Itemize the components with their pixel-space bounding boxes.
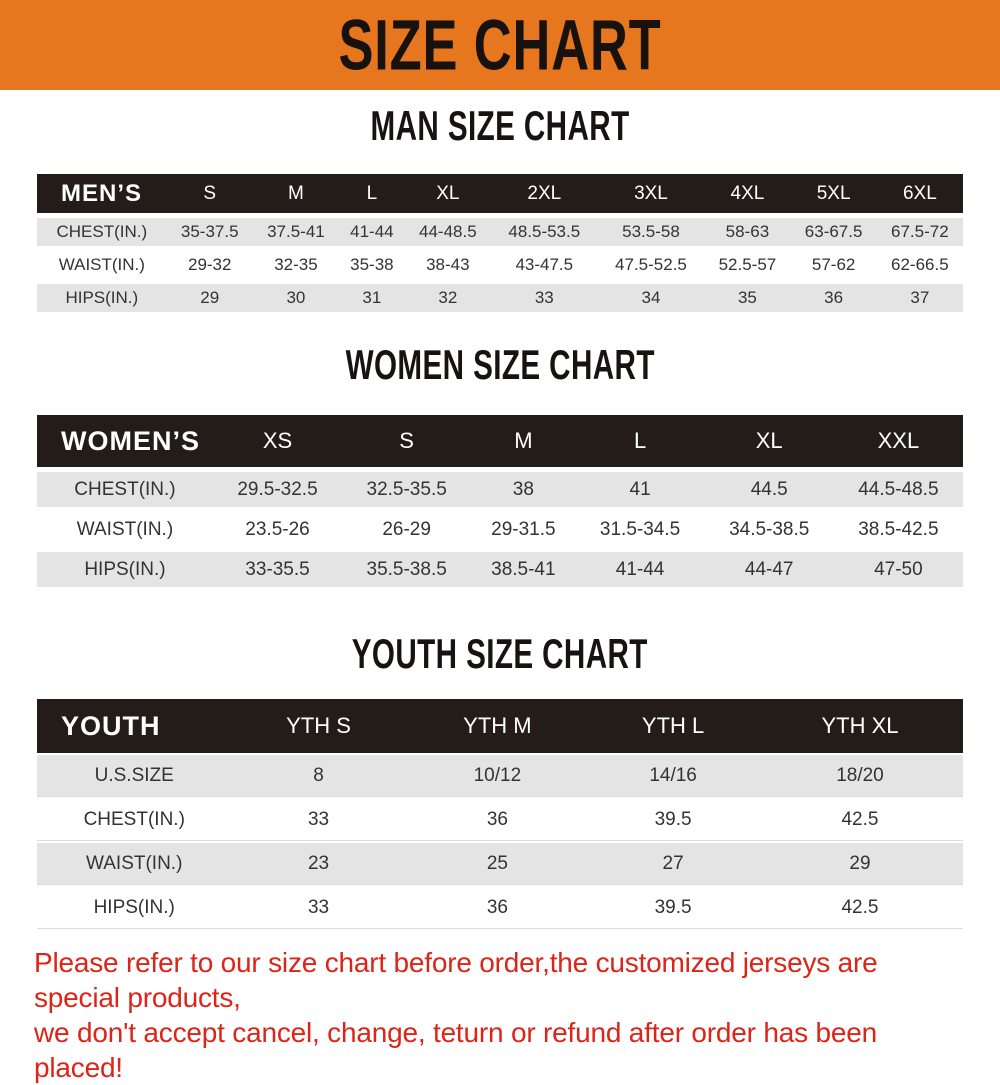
size-table-head xyxy=(37,415,963,467)
size-chart-section xyxy=(0,317,1000,592)
column-header: 4XL xyxy=(704,174,790,213)
row-label: CHEST(IN.) xyxy=(37,799,231,841)
size-table xyxy=(37,169,963,317)
size-cell: 35-38 xyxy=(350,255,394,274)
size-cell: 44.5-48.5 xyxy=(834,472,963,507)
size-cell: 44-47 xyxy=(705,552,834,587)
size-cell: 33-35.5 xyxy=(213,552,342,587)
size-cell: 26-29 xyxy=(382,518,431,540)
size-table-body xyxy=(37,755,963,929)
column-header: L xyxy=(576,415,705,467)
size-cell: 33 xyxy=(231,799,405,841)
size-cell: 32 xyxy=(405,284,491,312)
footer-line-2: we don't accept cancel, change, teturn or refund after order has been placed! xyxy=(34,1017,877,1083)
column-header: YTH S xyxy=(231,699,405,753)
table-row xyxy=(37,552,963,587)
size-cell: 25 xyxy=(406,843,590,885)
section-title: MAN SIZE CHART xyxy=(370,103,630,151)
size-cell: 43-47.5 xyxy=(515,255,574,274)
size-cell: 27 xyxy=(589,843,757,885)
size-cell: 36 xyxy=(406,799,590,841)
table-row xyxy=(37,843,963,885)
size-cell: 44-48.5 xyxy=(405,218,491,246)
size-cell: 34 xyxy=(598,284,705,312)
size-chart-sections xyxy=(0,90,1000,931)
header-row xyxy=(37,174,963,213)
size-cell: 36 xyxy=(406,887,590,929)
column-header: XXL xyxy=(834,415,963,467)
size-cell: 42.5 xyxy=(757,799,963,841)
table-row xyxy=(37,251,963,279)
size-cell: 33 xyxy=(231,887,405,929)
size-table-head xyxy=(37,699,963,753)
size-cell: 47.5-52.5 xyxy=(615,255,687,274)
size-cell: 32-35 xyxy=(274,255,318,274)
row-label: U.S.SIZE xyxy=(37,755,231,797)
section-title-wrap xyxy=(0,592,1000,697)
size-cell: 48.5-53.5 xyxy=(491,218,598,246)
column-header: 3XL xyxy=(598,174,705,213)
column-header: YTH M xyxy=(406,699,590,753)
row-label: HIPS(IN.) xyxy=(37,887,231,929)
size-cell: 35 xyxy=(704,284,790,312)
size-cell: 47-50 xyxy=(834,552,963,587)
column-header: XL xyxy=(705,415,834,467)
column-header: S xyxy=(167,174,253,213)
column-header: YTH XL xyxy=(757,699,963,753)
table-row xyxy=(37,512,963,547)
column-header: XS xyxy=(213,415,342,467)
size-cell: 63-67.5 xyxy=(791,218,877,246)
section-title: WOMEN SIZE CHART xyxy=(345,342,655,390)
size-table xyxy=(37,697,963,931)
size-cell: 32.5-35.5 xyxy=(342,472,471,507)
row-label: CHEST(IN.) xyxy=(37,218,167,246)
size-cell: 38.5-42.5 xyxy=(858,518,939,540)
size-chart-section xyxy=(0,90,1000,317)
table-row xyxy=(37,218,963,246)
row-label: WAIST(IN.) xyxy=(58,255,145,274)
size-cell: 18/20 xyxy=(757,755,963,797)
size-cell: 29-31.5 xyxy=(491,518,556,540)
size-cell: 38.5-41 xyxy=(471,552,575,587)
header-row xyxy=(37,415,963,467)
size-cell: 44.5 xyxy=(705,472,834,507)
size-cell: 57-62 xyxy=(811,255,856,274)
table-row xyxy=(37,887,963,929)
size-cell: 29-32 xyxy=(187,255,232,274)
table-row xyxy=(37,472,963,507)
column-header: 5XL xyxy=(791,174,877,213)
size-cell: 30 xyxy=(253,284,339,312)
size-cell: 34.5-38.5 xyxy=(729,518,810,540)
size-cell: 42.5 xyxy=(757,887,963,929)
footer-line-1: Please refer to our size chart before order,the customized jerseys are special products, xyxy=(34,947,878,1013)
column-header: S xyxy=(342,415,471,467)
size-cell: 8 xyxy=(231,755,405,797)
size-cell: 23.5-26 xyxy=(245,518,310,540)
banner xyxy=(0,0,1000,90)
size-cell: 39.5 xyxy=(589,887,757,929)
size-cell: 14/16 xyxy=(589,755,757,797)
size-cell: 31.5-34.5 xyxy=(599,518,681,540)
size-cell: 29 xyxy=(757,843,963,885)
size-cell: 53.5-58 xyxy=(598,218,705,246)
size-cell: 41 xyxy=(576,472,705,507)
column-header: M xyxy=(253,174,339,213)
row-label: HIPS(IN.) xyxy=(37,284,167,312)
column-header: L xyxy=(339,174,405,213)
row-label: HIPS(IN.) xyxy=(37,552,213,587)
size-table xyxy=(37,410,963,592)
column-header: XL xyxy=(405,174,491,213)
size-cell: 58-63 xyxy=(704,218,790,246)
row-label: WAIST(IN.) xyxy=(37,843,231,885)
size-cell: 38 xyxy=(471,472,575,507)
section-title-wrap xyxy=(0,90,1000,169)
size-table-body xyxy=(37,472,963,587)
size-cell: 33 xyxy=(491,284,598,312)
page-title: SIZE CHART xyxy=(338,4,662,86)
column-header: 2XL xyxy=(491,174,598,213)
column-header: YTH L xyxy=(589,699,757,753)
size-cell: 35.5-38.5 xyxy=(342,552,471,587)
size-cell: 23 xyxy=(231,843,405,885)
size-cell: 31 xyxy=(339,284,405,312)
corner-label: MEN’S xyxy=(37,174,167,213)
corner-label: YOUTH xyxy=(37,699,231,753)
table-row xyxy=(37,799,963,841)
size-cell: 10/12 xyxy=(406,755,590,797)
size-table-head xyxy=(37,174,963,213)
size-cell: 41-44 xyxy=(339,218,405,246)
row-label: WAIST(IN.) xyxy=(76,518,174,540)
column-header: 6XL xyxy=(877,174,963,213)
row-label: CHEST(IN.) xyxy=(37,472,213,507)
size-chart-section xyxy=(0,592,1000,931)
size-cell: 62-66.5 xyxy=(891,255,949,274)
size-cell: 36 xyxy=(791,284,877,312)
size-cell: 35-37.5 xyxy=(167,218,253,246)
section-title-wrap xyxy=(0,317,1000,410)
corner-label: WOMEN’S xyxy=(37,415,213,467)
size-cell: 38-43 xyxy=(426,255,470,274)
size-table-body xyxy=(37,218,963,312)
section-title: YOUTH SIZE CHART xyxy=(351,631,649,679)
size-cell: 52.5-57 xyxy=(718,255,777,274)
column-header: M xyxy=(471,415,575,467)
size-cell: 29 xyxy=(167,284,253,312)
size-cell: 39.5 xyxy=(589,799,757,841)
table-row xyxy=(37,284,963,312)
size-cell: 67.5-72 xyxy=(877,218,963,246)
table-row xyxy=(37,755,963,797)
size-cell: 37 xyxy=(877,284,963,312)
size-cell: 41-44 xyxy=(576,552,705,587)
header-row xyxy=(37,699,963,753)
size-cell: 37.5-41 xyxy=(253,218,339,246)
size-cell: 29.5-32.5 xyxy=(213,472,342,507)
footer-note xyxy=(0,945,1000,1085)
